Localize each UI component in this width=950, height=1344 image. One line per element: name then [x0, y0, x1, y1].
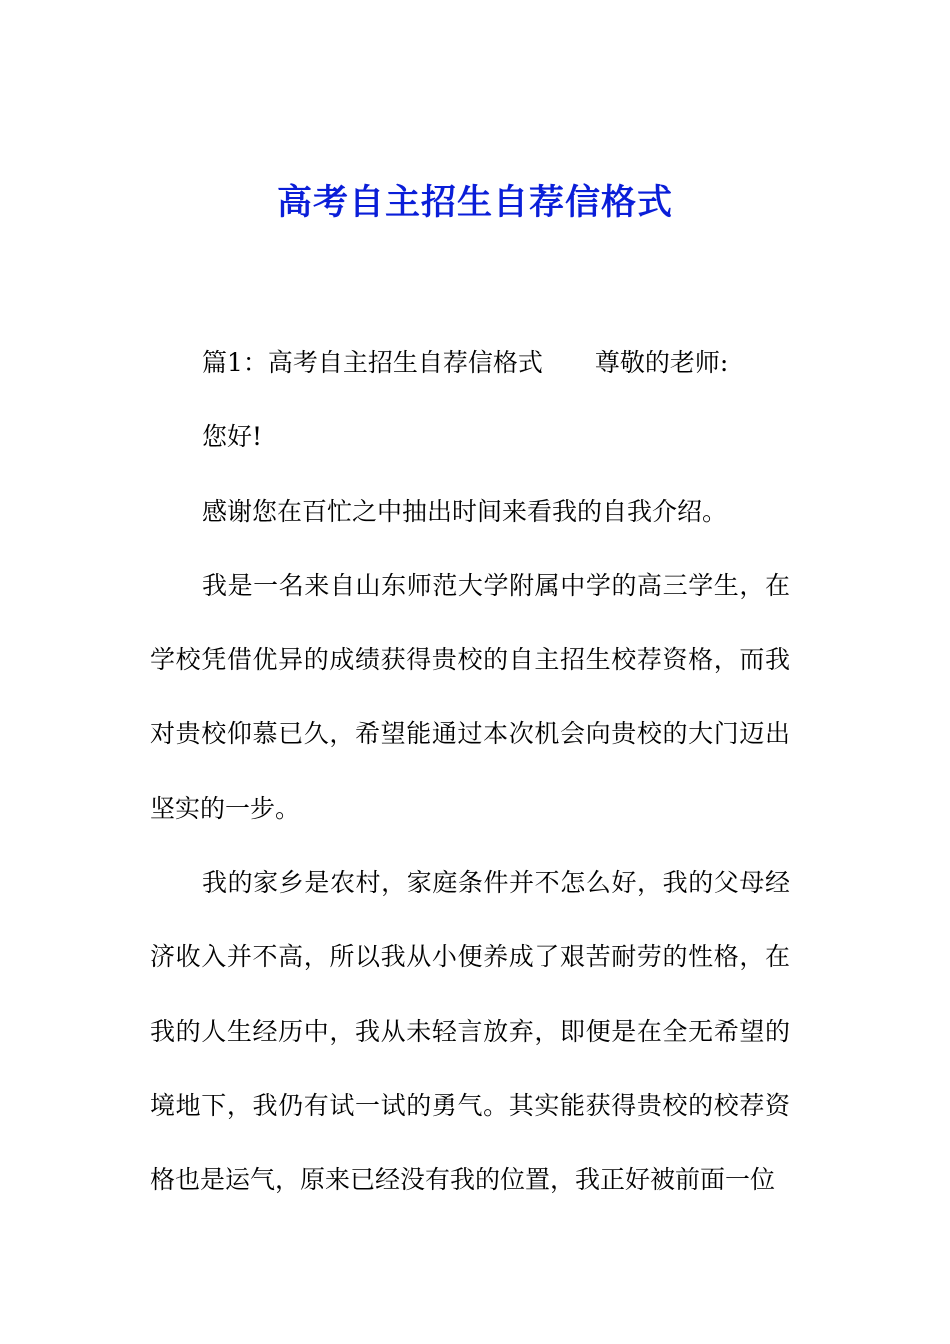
paragraph-greeting: 您好! [202, 422, 263, 452]
salutation: 尊敬的老师: [594, 348, 729, 377]
paragraph-background: 我的家乡是农村，家庭条件并不怎么好，我的父母经济收入并不高，所以我从小便养成了艰苦耐劳的性格，在我的人生经历中，我从未轻言放弃，即便是在全无希望的境地下，我仍有试一试的勇气。其实能获得贵校的校荐资格也是运气，原来已经没有我的位置，我正好被前面一位 [150, 868, 790, 1195]
paragraph-introduction: 我是一名来自山东师范大学附属中学的高三学生，在学校凭借优异的成绩获得贵校的自主招生校荐资格，而我对贵校仰慕已久，希望能通过本次机会向贵校的大门迈出坚实的一步。 [150, 570, 790, 823]
paragraph-thanks: 感谢您在百忙之中抽出时间来看我的自我介绍。 [202, 496, 728, 526]
paragraph-heading-salutation [150, 326, 790, 400]
section-heading: 篇1：高考自主招生自荐信格式 [202, 348, 543, 377]
document-body [150, 326, 790, 1218]
document-title: 高考自主招生自荐信格式 [276, 183, 673, 223]
